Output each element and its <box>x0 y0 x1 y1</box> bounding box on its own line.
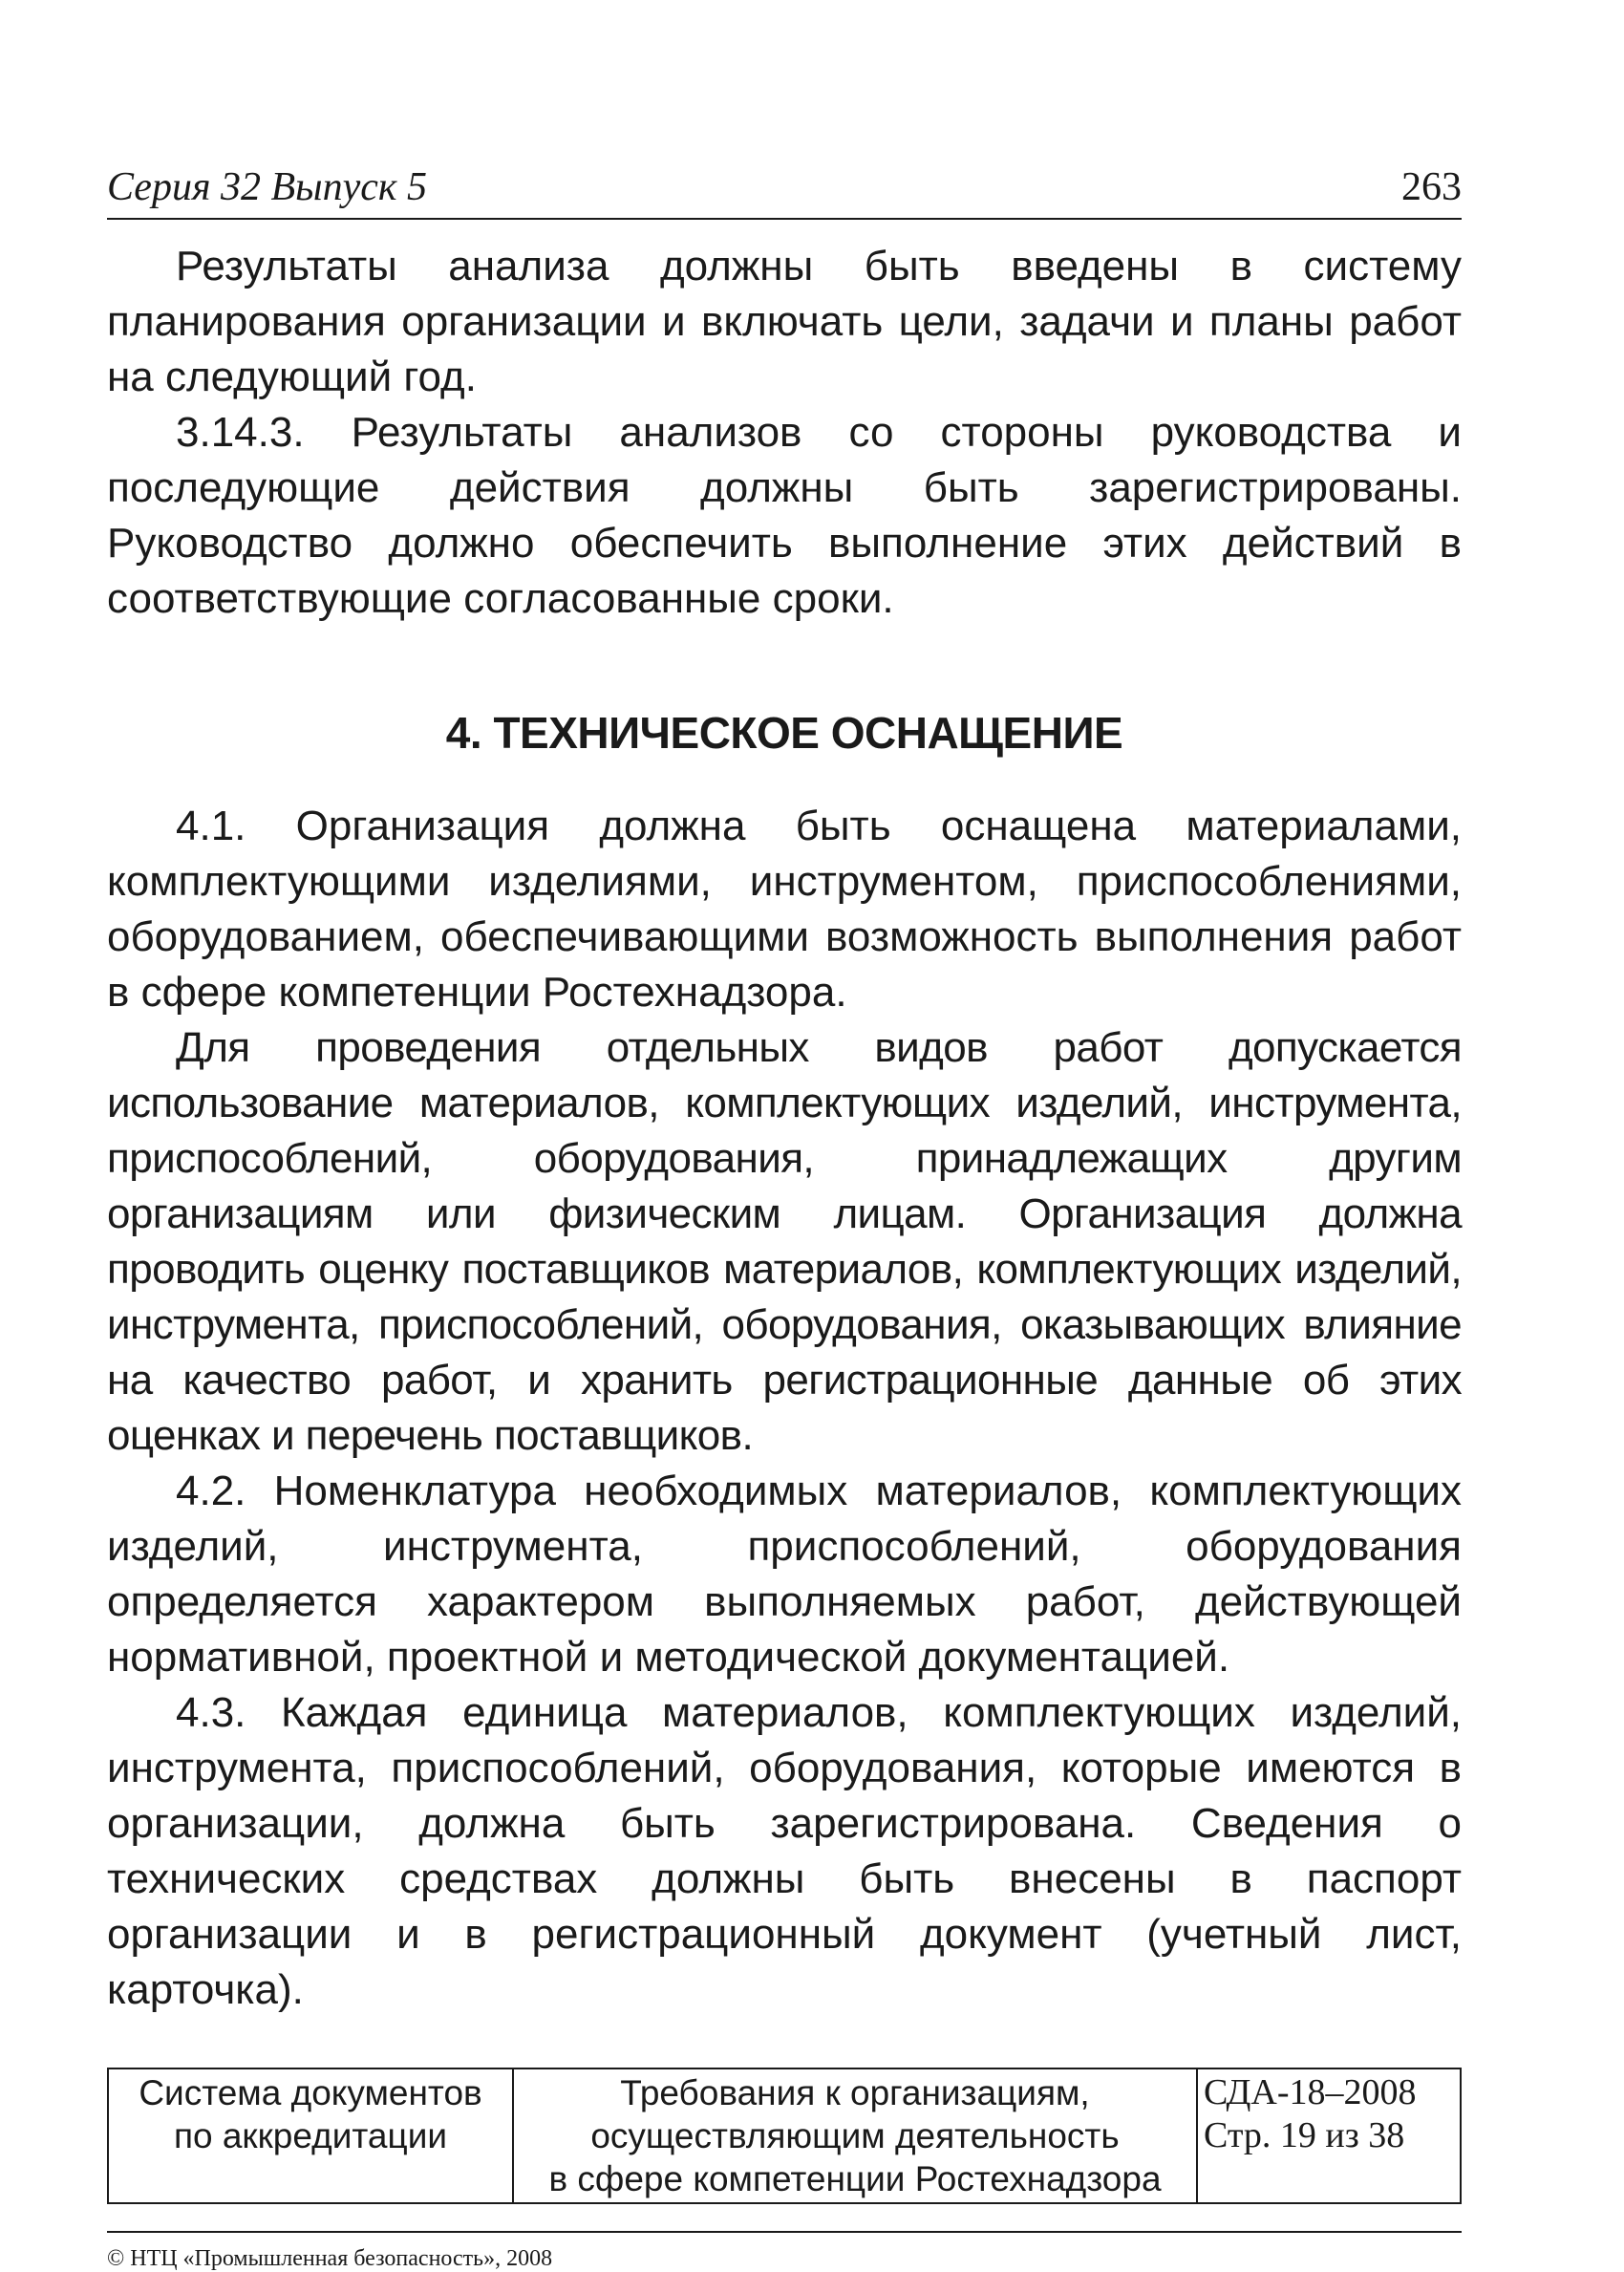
title-line: Требования к организациям, <box>620 2073 1090 2112</box>
document-code: СДА-18–2008 <box>1204 2072 1417 2112</box>
paragraph: 4.1. Организация должна быть оснащена материалами, комплектующими изделиями, инструментом, приспособлениями, оборудованием, обеспечивающими возможность выполнения работ в сфере компетенции Ростехнадзора. <box>107 803 1462 1016</box>
system-cell <box>108 2068 513 2203</box>
footer-divider <box>107 2231 1462 2233</box>
title-line: осуществляющим деятельность <box>590 2116 1120 2155</box>
system-line: Система документов <box>139 2073 482 2112</box>
section-heading: 4. ТЕХНИЧЕСКОЕ ОСНАЩЕНИЕ <box>445 708 1123 758</box>
document-page <box>107 162 1462 2272</box>
table-row <box>108 2068 1461 2203</box>
paragraph: 4.2. Номенклатура необходимых материалов, комплектующих изделий, инструмента, приспособлений, оборудования определяется характером выполняемых работ, действующей нормативной, проектной и методической документацией. <box>107 1468 1462 1681</box>
document-info-table <box>107 2068 1462 2204</box>
copyright-notice: © НТЦ «Промышленная безопасность», 2008 <box>107 2246 553 2271</box>
page-of-total: Стр. 19 из 38 <box>1204 2115 1405 2155</box>
body-text <box>107 239 1462 2018</box>
series-label: Серия 32 Выпуск 5 <box>107 165 427 209</box>
document-title-cell <box>513 2068 1197 2203</box>
paragraph: Результаты анализа должны быть введены в систему планирования организации и включать цели, задачи и планы работ на следующий год. <box>107 243 1462 400</box>
paragraph: Для проведения отдельных видов работ допускается использование материалов, комплектующих изделий, инструмента, приспособлений, оборудования, принадлежащих другим организациям или физическим лицам. Организация должна проводить оценку поставщиков материалов, комплектующих изделий, инструмента, приспособлений, оборудования, оказывающих влияние на качество работ, и хранить регистрационные данные об этих оценках и перечень поставщиков. <box>107 1024 1462 1459</box>
system-line: по аккредитации <box>173 2116 448 2155</box>
title-line: в сфере компетенции Ростехнадзора <box>548 2159 1162 2198</box>
running-header <box>107 162 1462 220</box>
paragraph: 4.3. Каждая единица материалов, комплектующих изделий, инструмента, приспособлений, оборудования, которые имеются в организации, должна быть зарегистрирована. Сведения о технических средствах должны быть внесены в паспорт организации и в регистрационный документ (учетный лист, карточка). <box>107 1689 1462 2013</box>
page-number: 263 <box>1401 165 1462 209</box>
paragraph: 3.14.3. Результаты анализов со стороны руководства и последующие действия должны быть зарегистрированы. Руководство должно обеспечить выполнение этих действий в соответствующие согласованные сроки. <box>107 409 1462 622</box>
document-code-cell <box>1197 2068 1461 2203</box>
